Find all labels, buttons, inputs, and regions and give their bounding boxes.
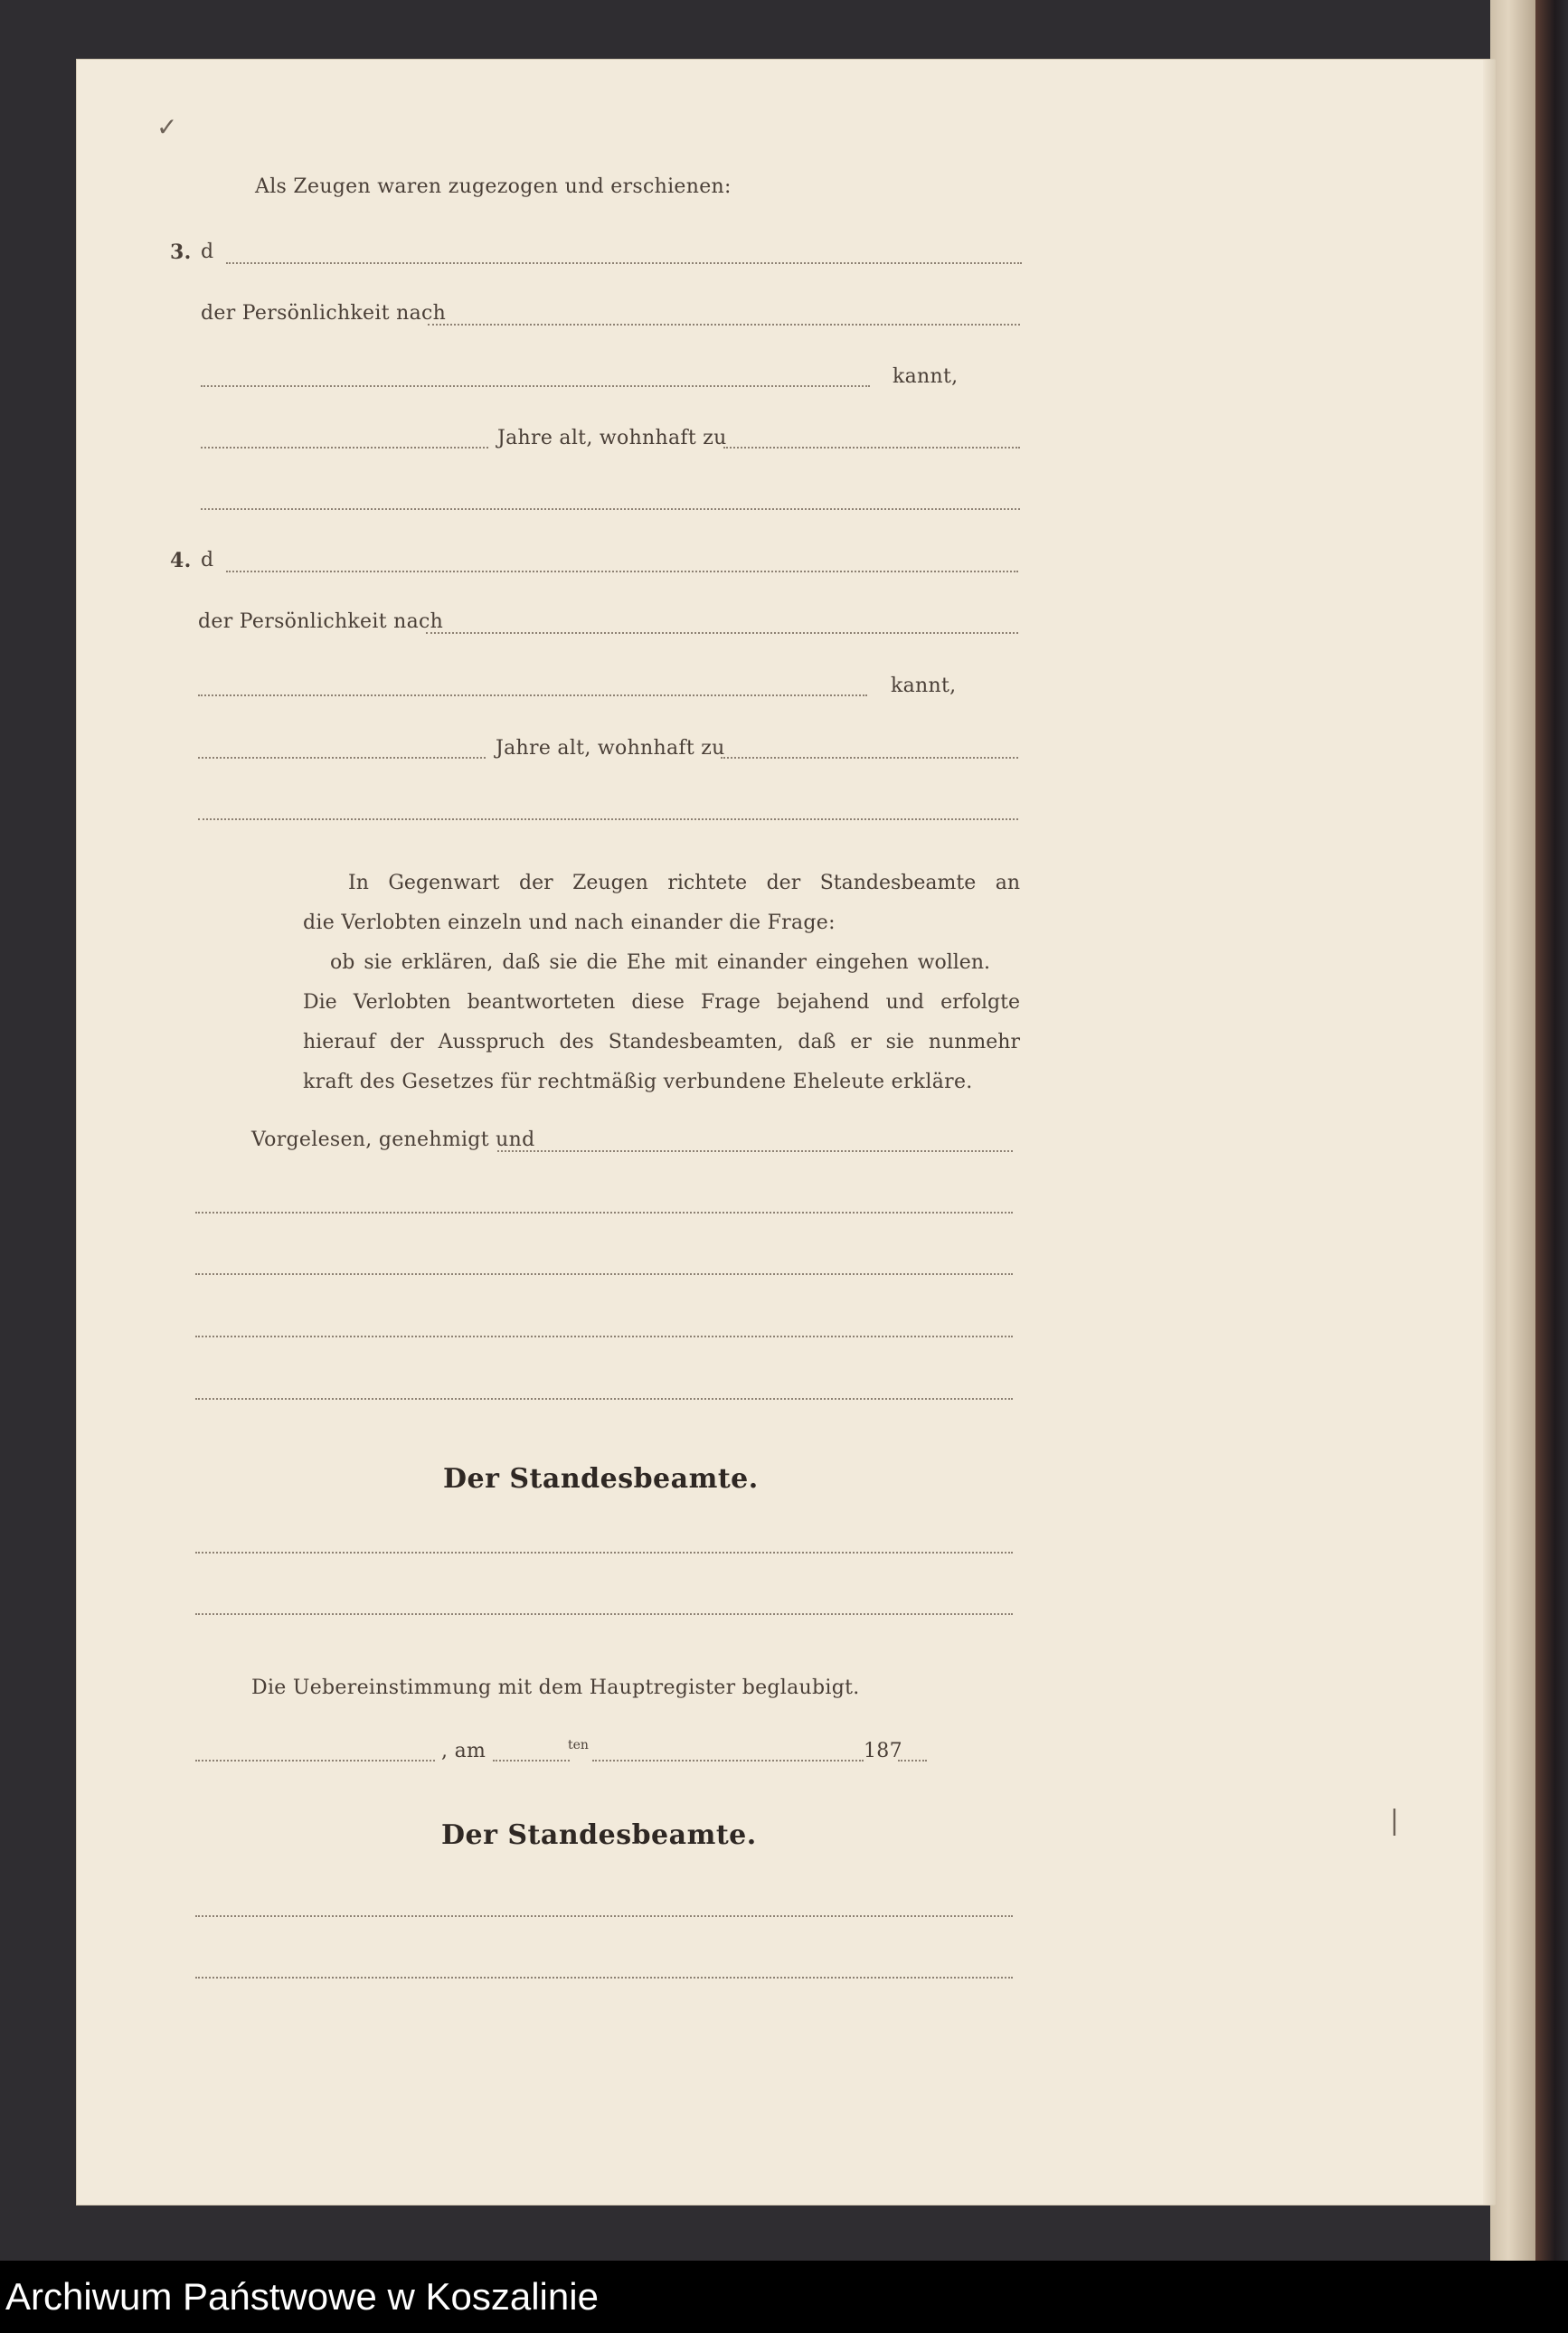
witness3-person-line[interactable]	[428, 324, 1020, 326]
witnesses-intro: Als Zeugen waren zugezogen und erschienen:	[255, 175, 732, 198]
paragraph-line-2: die Verlobten einzeln und nach einander die Frage:	[303, 911, 836, 934]
witness4-residence-line[interactable]	[721, 757, 1018, 759]
place-line[interactable]	[195, 1760, 435, 1762]
margin-mark: |	[1390, 1805, 1400, 1837]
witness3-known-suffix: kannt,	[893, 365, 959, 388]
corner-mark: ✓	[156, 112, 178, 142]
witness3-number: 3.	[170, 241, 192, 264]
paragraph-line-1: In Gegenwart der Zeugen richtete der Standesbeamte an	[348, 872, 1020, 894]
witness3-name-line[interactable]	[226, 262, 1022, 264]
page-edge	[1483, 60, 1496, 2205]
year-line[interactable]	[898, 1760, 927, 1762]
witness4-known-line[interactable]	[198, 694, 867, 696]
paragraph-line-5: hierauf der Ausspruch des Standesbeamten, daß er sie nunmehr	[303, 1031, 1020, 1053]
book-binding	[1490, 0, 1535, 2261]
witness3-prefix: d	[201, 241, 214, 263]
signature-line-4[interactable]	[195, 1336, 1013, 1337]
date-ten-label: ten	[568, 1738, 589, 1752]
witness4-number: 4.	[170, 549, 192, 572]
paragraph-line-3: ob sie erklären, daß sie die Ehe mit einander eingehen wollen.	[330, 951, 990, 974]
day-line[interactable]	[493, 1760, 570, 1762]
certification-text: Die Uebereinstimmung mit dem Hauptregister beglaubigt.	[251, 1677, 860, 1699]
registrar-heading-2: Der Standesbeamte.	[441, 1819, 757, 1851]
signature-line-3[interactable]	[195, 1273, 1013, 1275]
archive-name: Archiwum Państwowe w Koszalinie	[5, 2275, 599, 2318]
signature-line-2[interactable]	[195, 1212, 1013, 1214]
signature-line-5[interactable]	[195, 1398, 1013, 1400]
witness4-age-label: Jahre alt, wohnhaft zu	[496, 737, 725, 760]
witness3-age-line[interactable]	[201, 447, 488, 449]
read-approved-label: Vorgelesen, genehmigt und	[251, 1129, 535, 1151]
date-year-label: 187	[864, 1740, 902, 1762]
witness4-address-line[interactable]	[198, 818, 1018, 820]
witness4-person-label: der Persönlichkeit nach	[198, 610, 444, 633]
signature-line-1[interactable]	[497, 1150, 1013, 1152]
witness4-known-suffix: kannt,	[891, 675, 957, 697]
witness4-person-line[interactable]	[426, 632, 1018, 634]
document-page	[77, 60, 1494, 2205]
paragraph-line-4: Die Verlobten beantworteten diese Frage bejahend und erfolgte	[303, 991, 1020, 1014]
witness4-name-line[interactable]	[226, 571, 1018, 572]
registrar2-signature-line-1[interactable]	[195, 1915, 1013, 1917]
month-line[interactable]	[592, 1760, 864, 1762]
registrar-signature-line-1[interactable]	[195, 1552, 1013, 1554]
archive-footer	[0, 2261, 1568, 2333]
paragraph-line-6: kraft des Gesetzes für rechtmäßig verbundene Eheleute erkläre.	[303, 1071, 973, 1093]
witness3-person-label: der Persönlichkeit nach	[201, 302, 447, 325]
book-cover-edge	[1535, 0, 1568, 2261]
witness3-address-line[interactable]	[201, 508, 1020, 510]
registrar-signature-line-2[interactable]	[195, 1613, 1013, 1615]
witness4-age-line[interactable]	[198, 757, 486, 759]
witness3-age-label: Jahre alt, wohnhaft zu	[497, 427, 727, 449]
witness3-residence-line[interactable]	[723, 447, 1020, 449]
registrar2-signature-line-2[interactable]	[195, 1977, 1013, 1979]
date-am-label: , am	[441, 1740, 486, 1762]
registrar-heading-1: Der Standesbeamte.	[443, 1463, 759, 1495]
witness3-known-line[interactable]	[201, 385, 870, 387]
witness4-prefix: d	[201, 549, 214, 571]
